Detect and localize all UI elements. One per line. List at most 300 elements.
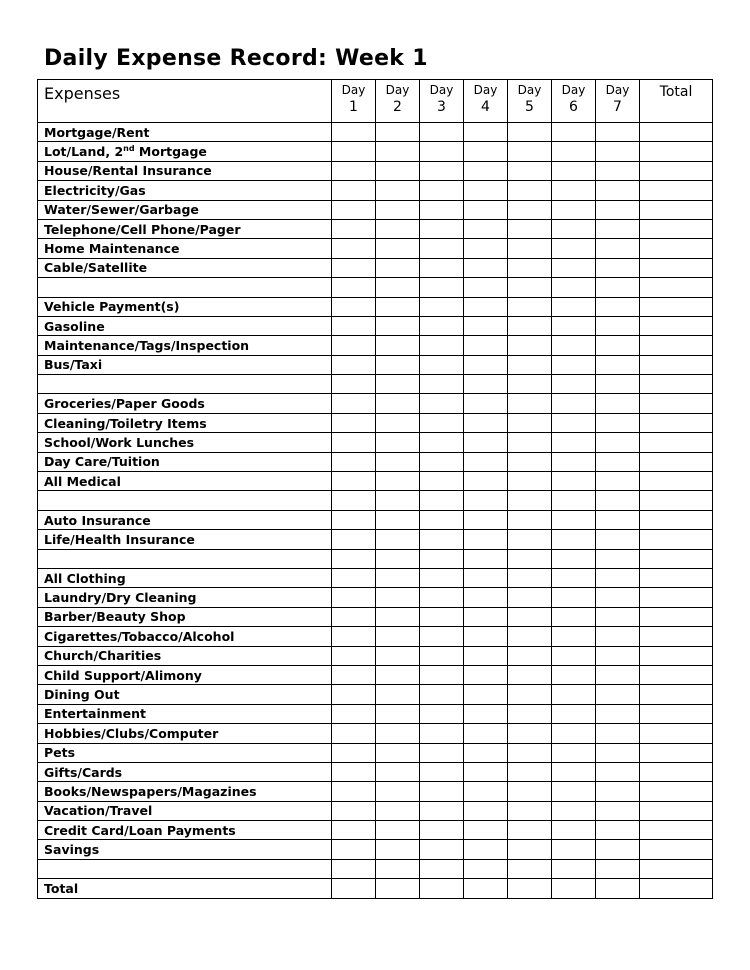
day-entry-cell[interactable]	[596, 510, 640, 529]
day-entry-cell[interactable]	[332, 724, 376, 743]
day-entry-cell[interactable]	[464, 200, 508, 219]
day-entry-cell[interactable]	[464, 355, 508, 374]
day-entry-cell[interactable]	[552, 413, 596, 432]
day-entry-cell[interactable]	[508, 568, 552, 587]
day-entry-cell[interactable]	[596, 821, 640, 840]
total-entry-cell[interactable]	[640, 627, 713, 646]
day-entry-cell[interactable]	[508, 239, 552, 258]
day-entry-cell[interactable]	[420, 840, 464, 859]
day-entry-cell[interactable]	[508, 278, 552, 297]
day-entry-cell[interactable]	[332, 879, 376, 898]
day-entry-cell[interactable]	[376, 142, 420, 161]
day-entry-cell[interactable]	[420, 472, 464, 491]
day-entry-cell[interactable]	[508, 181, 552, 200]
day-entry-cell[interactable]	[376, 840, 420, 859]
day-entry-cell[interactable]	[420, 433, 464, 452]
day-entry-cell[interactable]	[332, 181, 376, 200]
day-entry-cell[interactable]	[596, 219, 640, 238]
day-entry-cell[interactable]	[508, 394, 552, 413]
day-entry-cell[interactable]	[332, 452, 376, 471]
day-entry-cell[interactable]	[376, 297, 420, 316]
day-entry-cell[interactable]	[552, 433, 596, 452]
day-entry-cell[interactable]	[596, 278, 640, 297]
day-entry-cell[interactable]	[464, 879, 508, 898]
day-entry-cell[interactable]	[376, 743, 420, 762]
day-entry-cell[interactable]	[508, 665, 552, 684]
day-entry-cell[interactable]	[420, 278, 464, 297]
day-entry-cell[interactable]	[376, 821, 420, 840]
day-entry-cell[interactable]	[552, 627, 596, 646]
day-entry-cell[interactable]	[596, 782, 640, 801]
day-entry-cell[interactable]	[464, 704, 508, 723]
day-entry-cell[interactable]	[332, 685, 376, 704]
day-entry-cell[interactable]	[332, 549, 376, 568]
day-entry-cell[interactable]	[376, 782, 420, 801]
day-entry-cell[interactable]	[376, 588, 420, 607]
day-entry-cell[interactable]	[376, 762, 420, 781]
day-entry-cell[interactable]	[596, 685, 640, 704]
day-entry-cell[interactable]	[420, 782, 464, 801]
day-entry-cell[interactable]	[420, 297, 464, 316]
day-entry-cell[interactable]	[332, 704, 376, 723]
day-entry-cell[interactable]	[552, 161, 596, 180]
total-entry-cell[interactable]	[640, 452, 713, 471]
day-entry-cell[interactable]	[552, 879, 596, 898]
day-entry-cell[interactable]	[552, 375, 596, 394]
day-entry-cell[interactable]	[376, 724, 420, 743]
day-entry-cell[interactable]	[552, 782, 596, 801]
day-entry-cell[interactable]	[420, 161, 464, 180]
day-entry-cell[interactable]	[332, 782, 376, 801]
day-entry-cell[interactable]	[596, 413, 640, 432]
day-entry-cell[interactable]	[508, 355, 552, 374]
day-entry-cell[interactable]	[332, 472, 376, 491]
day-entry-cell[interactable]	[376, 627, 420, 646]
day-entry-cell[interactable]	[508, 472, 552, 491]
day-entry-cell[interactable]	[332, 821, 376, 840]
day-entry-cell[interactable]	[508, 336, 552, 355]
total-entry-cell[interactable]	[640, 801, 713, 820]
day-entry-cell[interactable]	[420, 568, 464, 587]
day-entry-cell[interactable]	[552, 200, 596, 219]
day-entry-cell[interactable]	[464, 278, 508, 297]
day-entry-cell[interactable]	[552, 704, 596, 723]
day-entry-cell[interactable]	[464, 840, 508, 859]
day-entry-cell[interactable]	[420, 336, 464, 355]
day-entry-cell[interactable]	[376, 355, 420, 374]
day-entry-cell[interactable]	[420, 239, 464, 258]
day-entry-cell[interactable]	[332, 375, 376, 394]
day-entry-cell[interactable]	[508, 588, 552, 607]
day-entry-cell[interactable]	[376, 239, 420, 258]
day-entry-cell[interactable]	[376, 704, 420, 723]
day-entry-cell[interactable]	[552, 743, 596, 762]
day-entry-cell[interactable]	[464, 743, 508, 762]
day-entry-cell[interactable]	[596, 549, 640, 568]
day-entry-cell[interactable]	[552, 510, 596, 529]
total-entry-cell[interactable]	[640, 316, 713, 335]
day-entry-cell[interactable]	[332, 491, 376, 510]
total-entry-cell[interactable]	[640, 200, 713, 219]
day-entry-cell[interactable]	[552, 665, 596, 684]
day-entry-cell[interactable]	[508, 142, 552, 161]
total-entry-cell[interactable]	[640, 568, 713, 587]
day-entry-cell[interactable]	[508, 530, 552, 549]
day-entry-cell[interactable]	[596, 200, 640, 219]
day-entry-cell[interactable]	[332, 859, 376, 878]
total-entry-cell[interactable]	[640, 646, 713, 665]
day-entry-cell[interactable]	[552, 762, 596, 781]
day-entry-cell[interactable]	[376, 316, 420, 335]
day-entry-cell[interactable]	[332, 336, 376, 355]
day-entry-cell[interactable]	[464, 142, 508, 161]
day-entry-cell[interactable]	[464, 724, 508, 743]
day-entry-cell[interactable]	[508, 801, 552, 820]
day-entry-cell[interactable]	[420, 375, 464, 394]
day-entry-cell[interactable]	[376, 568, 420, 587]
day-entry-cell[interactable]	[376, 278, 420, 297]
day-entry-cell[interactable]	[464, 627, 508, 646]
day-entry-cell[interactable]	[332, 530, 376, 549]
day-entry-cell[interactable]	[376, 123, 420, 142]
day-entry-cell[interactable]	[420, 123, 464, 142]
day-entry-cell[interactable]	[332, 355, 376, 374]
day-entry-cell[interactable]	[464, 472, 508, 491]
day-entry-cell[interactable]	[552, 297, 596, 316]
day-entry-cell[interactable]	[552, 646, 596, 665]
day-entry-cell[interactable]	[376, 510, 420, 529]
total-entry-cell[interactable]	[640, 685, 713, 704]
day-entry-cell[interactable]	[464, 801, 508, 820]
total-entry-cell[interactable]	[640, 821, 713, 840]
day-entry-cell[interactable]	[332, 200, 376, 219]
day-entry-cell[interactable]	[332, 394, 376, 413]
day-entry-cell[interactable]	[332, 510, 376, 529]
total-entry-cell[interactable]	[640, 219, 713, 238]
total-entry-cell[interactable]	[640, 239, 713, 258]
day-entry-cell[interactable]	[420, 724, 464, 743]
total-entry-cell[interactable]	[640, 607, 713, 626]
day-entry-cell[interactable]	[552, 472, 596, 491]
day-entry-cell[interactable]	[508, 646, 552, 665]
day-entry-cell[interactable]	[596, 801, 640, 820]
day-entry-cell[interactable]	[508, 375, 552, 394]
day-entry-cell[interactable]	[508, 200, 552, 219]
day-entry-cell[interactable]	[596, 859, 640, 878]
day-entry-cell[interactable]	[420, 821, 464, 840]
day-entry-cell[interactable]	[332, 801, 376, 820]
day-entry-cell[interactable]	[508, 607, 552, 626]
day-entry-cell[interactable]	[464, 549, 508, 568]
day-entry-cell[interactable]	[376, 491, 420, 510]
total-entry-cell[interactable]	[640, 375, 713, 394]
day-entry-cell[interactable]	[420, 859, 464, 878]
day-entry-cell[interactable]	[420, 665, 464, 684]
day-entry-cell[interactable]	[552, 821, 596, 840]
day-entry-cell[interactable]	[552, 549, 596, 568]
day-entry-cell[interactable]	[596, 433, 640, 452]
day-entry-cell[interactable]	[508, 510, 552, 529]
day-entry-cell[interactable]	[376, 181, 420, 200]
day-entry-cell[interactable]	[596, 355, 640, 374]
day-entry-cell[interactable]	[420, 762, 464, 781]
day-entry-cell[interactable]	[420, 142, 464, 161]
day-entry-cell[interactable]	[552, 685, 596, 704]
total-entry-cell[interactable]	[640, 665, 713, 684]
day-entry-cell[interactable]	[508, 704, 552, 723]
day-entry-cell[interactable]	[508, 685, 552, 704]
day-entry-cell[interactable]	[596, 258, 640, 277]
day-entry-cell[interactable]	[508, 316, 552, 335]
day-entry-cell[interactable]	[464, 181, 508, 200]
day-entry-cell[interactable]	[508, 297, 552, 316]
day-entry-cell[interactable]	[596, 607, 640, 626]
day-entry-cell[interactable]	[464, 821, 508, 840]
day-entry-cell[interactable]	[596, 181, 640, 200]
day-entry-cell[interactable]	[596, 452, 640, 471]
day-entry-cell[interactable]	[508, 879, 552, 898]
day-entry-cell[interactable]	[596, 568, 640, 587]
day-entry-cell[interactable]	[376, 433, 420, 452]
day-entry-cell[interactable]	[508, 491, 552, 510]
total-entry-cell[interactable]	[640, 743, 713, 762]
day-entry-cell[interactable]	[552, 840, 596, 859]
day-entry-cell[interactable]	[596, 123, 640, 142]
day-entry-cell[interactable]	[420, 355, 464, 374]
day-entry-cell[interactable]	[552, 258, 596, 277]
day-entry-cell[interactable]	[464, 123, 508, 142]
total-entry-cell[interactable]	[640, 413, 713, 432]
total-entry-cell[interactable]	[640, 588, 713, 607]
day-entry-cell[interactable]	[508, 452, 552, 471]
day-entry-cell[interactable]	[464, 762, 508, 781]
day-entry-cell[interactable]	[420, 646, 464, 665]
day-entry-cell[interactable]	[508, 743, 552, 762]
day-entry-cell[interactable]	[332, 413, 376, 432]
day-entry-cell[interactable]	[596, 239, 640, 258]
day-entry-cell[interactable]	[552, 239, 596, 258]
day-entry-cell[interactable]	[420, 704, 464, 723]
day-entry-cell[interactable]	[332, 219, 376, 238]
day-entry-cell[interactable]	[376, 685, 420, 704]
total-entry-cell[interactable]	[640, 181, 713, 200]
day-entry-cell[interactable]	[596, 665, 640, 684]
day-entry-cell[interactable]	[464, 394, 508, 413]
day-entry-cell[interactable]	[596, 530, 640, 549]
day-entry-cell[interactable]	[596, 375, 640, 394]
day-entry-cell[interactable]	[376, 530, 420, 549]
day-entry-cell[interactable]	[464, 568, 508, 587]
day-entry-cell[interactable]	[464, 782, 508, 801]
day-entry-cell[interactable]	[552, 219, 596, 238]
day-entry-cell[interactable]	[596, 142, 640, 161]
day-entry-cell[interactable]	[420, 452, 464, 471]
day-entry-cell[interactable]	[420, 530, 464, 549]
day-entry-cell[interactable]	[508, 627, 552, 646]
day-entry-cell[interactable]	[552, 278, 596, 297]
day-entry-cell[interactable]	[376, 646, 420, 665]
day-entry-cell[interactable]	[508, 123, 552, 142]
day-entry-cell[interactable]	[376, 665, 420, 684]
day-entry-cell[interactable]	[332, 646, 376, 665]
day-entry-cell[interactable]	[332, 161, 376, 180]
day-entry-cell[interactable]	[332, 278, 376, 297]
total-entry-cell[interactable]	[640, 297, 713, 316]
day-entry-cell[interactable]	[420, 743, 464, 762]
day-entry-cell[interactable]	[508, 724, 552, 743]
day-entry-cell[interactable]	[332, 607, 376, 626]
day-entry-cell[interactable]	[420, 879, 464, 898]
day-entry-cell[interactable]	[596, 472, 640, 491]
day-entry-cell[interactable]	[552, 394, 596, 413]
day-entry-cell[interactable]	[464, 161, 508, 180]
day-entry-cell[interactable]	[464, 239, 508, 258]
day-entry-cell[interactable]	[376, 375, 420, 394]
day-entry-cell[interactable]	[464, 665, 508, 684]
day-entry-cell[interactable]	[508, 782, 552, 801]
day-entry-cell[interactable]	[464, 607, 508, 626]
day-entry-cell[interactable]	[596, 491, 640, 510]
day-entry-cell[interactable]	[596, 161, 640, 180]
day-entry-cell[interactable]	[376, 452, 420, 471]
day-entry-cell[interactable]	[508, 161, 552, 180]
day-entry-cell[interactable]	[596, 762, 640, 781]
total-entry-cell[interactable]	[640, 394, 713, 413]
total-entry-cell[interactable]	[640, 859, 713, 878]
total-entry-cell[interactable]	[640, 549, 713, 568]
day-entry-cell[interactable]	[552, 316, 596, 335]
day-entry-cell[interactable]	[420, 510, 464, 529]
day-entry-cell[interactable]	[552, 142, 596, 161]
day-entry-cell[interactable]	[464, 452, 508, 471]
day-entry-cell[interactable]	[332, 627, 376, 646]
day-entry-cell[interactable]	[508, 413, 552, 432]
day-entry-cell[interactable]	[552, 801, 596, 820]
total-entry-cell[interactable]	[640, 762, 713, 781]
total-entry-cell[interactable]	[640, 161, 713, 180]
total-entry-cell[interactable]	[640, 840, 713, 859]
day-entry-cell[interactable]	[376, 336, 420, 355]
day-entry-cell[interactable]	[420, 685, 464, 704]
day-entry-cell[interactable]	[596, 588, 640, 607]
day-entry-cell[interactable]	[508, 859, 552, 878]
day-entry-cell[interactable]	[508, 219, 552, 238]
total-entry-cell[interactable]	[640, 433, 713, 452]
day-entry-cell[interactable]	[332, 316, 376, 335]
day-entry-cell[interactable]	[464, 297, 508, 316]
day-entry-cell[interactable]	[420, 801, 464, 820]
day-entry-cell[interactable]	[332, 840, 376, 859]
total-entry-cell[interactable]	[640, 879, 713, 898]
day-entry-cell[interactable]	[332, 258, 376, 277]
day-entry-cell[interactable]	[376, 161, 420, 180]
day-entry-cell[interactable]	[464, 859, 508, 878]
day-entry-cell[interactable]	[552, 355, 596, 374]
day-entry-cell[interactable]	[420, 549, 464, 568]
day-entry-cell[interactable]	[332, 665, 376, 684]
day-entry-cell[interactable]	[552, 859, 596, 878]
total-entry-cell[interactable]	[640, 510, 713, 529]
day-entry-cell[interactable]	[464, 433, 508, 452]
day-entry-cell[interactable]	[552, 452, 596, 471]
day-entry-cell[interactable]	[332, 743, 376, 762]
day-entry-cell[interactable]	[552, 491, 596, 510]
day-entry-cell[interactable]	[420, 491, 464, 510]
day-entry-cell[interactable]	[420, 413, 464, 432]
day-entry-cell[interactable]	[596, 879, 640, 898]
total-entry-cell[interactable]	[640, 278, 713, 297]
day-entry-cell[interactable]	[596, 316, 640, 335]
day-entry-cell[interactable]	[596, 743, 640, 762]
day-entry-cell[interactable]	[420, 588, 464, 607]
day-entry-cell[interactable]	[552, 588, 596, 607]
day-entry-cell[interactable]	[420, 394, 464, 413]
day-entry-cell[interactable]	[332, 297, 376, 316]
day-entry-cell[interactable]	[332, 433, 376, 452]
day-entry-cell[interactable]	[508, 840, 552, 859]
day-entry-cell[interactable]	[332, 762, 376, 781]
day-entry-cell[interactable]	[464, 510, 508, 529]
day-entry-cell[interactable]	[376, 394, 420, 413]
day-entry-cell[interactable]	[464, 530, 508, 549]
day-entry-cell[interactable]	[376, 413, 420, 432]
day-entry-cell[interactable]	[420, 200, 464, 219]
day-entry-cell[interactable]	[464, 491, 508, 510]
day-entry-cell[interactable]	[552, 123, 596, 142]
day-entry-cell[interactable]	[376, 607, 420, 626]
day-entry-cell[interactable]	[508, 549, 552, 568]
day-entry-cell[interactable]	[332, 568, 376, 587]
day-entry-cell[interactable]	[552, 568, 596, 587]
day-entry-cell[interactable]	[464, 258, 508, 277]
day-entry-cell[interactable]	[420, 181, 464, 200]
day-entry-cell[interactable]	[508, 433, 552, 452]
day-entry-cell[interactable]	[464, 413, 508, 432]
day-entry-cell[interactable]	[464, 375, 508, 394]
day-entry-cell[interactable]	[508, 258, 552, 277]
total-entry-cell[interactable]	[640, 142, 713, 161]
day-entry-cell[interactable]	[552, 724, 596, 743]
day-entry-cell[interactable]	[596, 627, 640, 646]
day-entry-cell[interactable]	[596, 724, 640, 743]
day-entry-cell[interactable]	[596, 394, 640, 413]
day-entry-cell[interactable]	[508, 762, 552, 781]
day-entry-cell[interactable]	[332, 588, 376, 607]
total-entry-cell[interactable]	[640, 336, 713, 355]
total-entry-cell[interactable]	[640, 472, 713, 491]
day-entry-cell[interactable]	[552, 336, 596, 355]
day-entry-cell[interactable]	[420, 219, 464, 238]
day-entry-cell[interactable]	[376, 801, 420, 820]
total-entry-cell[interactable]	[640, 724, 713, 743]
total-entry-cell[interactable]	[640, 782, 713, 801]
day-entry-cell[interactable]	[508, 821, 552, 840]
day-entry-cell[interactable]	[596, 704, 640, 723]
day-entry-cell[interactable]	[332, 142, 376, 161]
day-entry-cell[interactable]	[376, 879, 420, 898]
day-entry-cell[interactable]	[464, 219, 508, 238]
day-entry-cell[interactable]	[376, 258, 420, 277]
day-entry-cell[interactable]	[376, 219, 420, 238]
total-entry-cell[interactable]	[640, 355, 713, 374]
day-entry-cell[interactable]	[376, 472, 420, 491]
day-entry-cell[interactable]	[596, 646, 640, 665]
day-entry-cell[interactable]	[464, 646, 508, 665]
day-entry-cell[interactable]	[596, 297, 640, 316]
day-entry-cell[interactable]	[552, 181, 596, 200]
day-entry-cell[interactable]	[552, 530, 596, 549]
day-entry-cell[interactable]	[420, 607, 464, 626]
